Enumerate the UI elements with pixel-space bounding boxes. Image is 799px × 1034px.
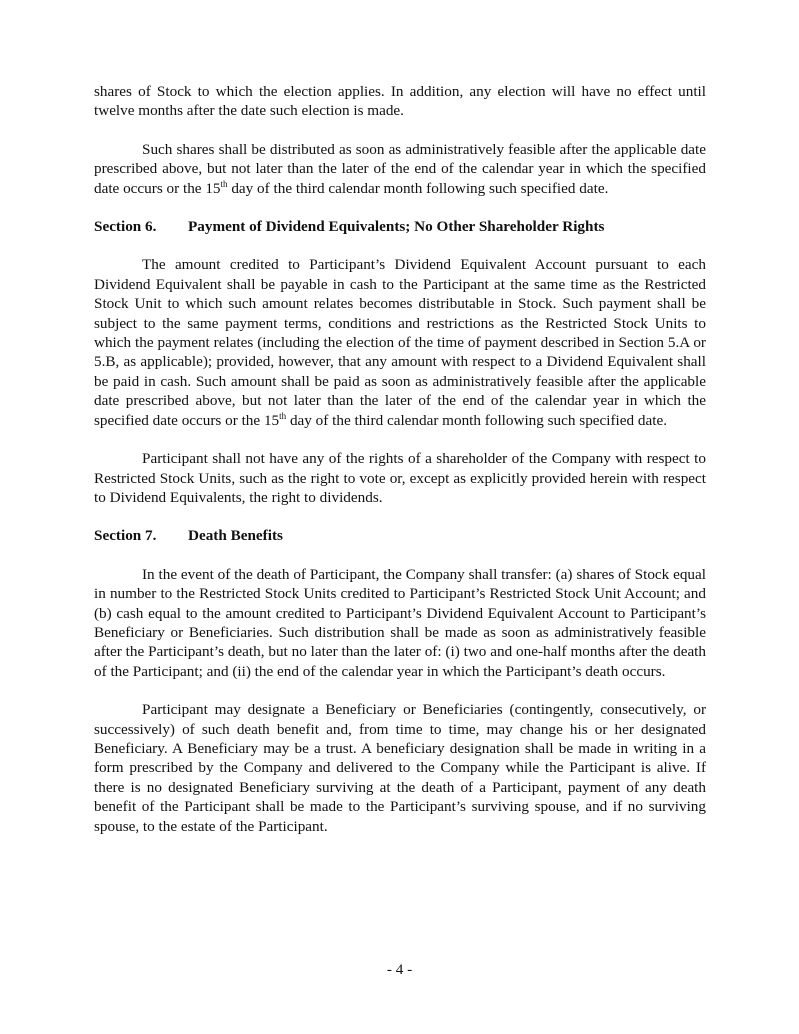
section-title: Death Benefits: [188, 527, 283, 545]
ordinal-suffix: th: [279, 410, 287, 421]
paragraph-shareholder-rights: Participant shall not have any of the rights of a shareholder of the Company with respect to Restricted Stock Units, such as the right to vote or, except as explicitly provided herein with respect to Dividend Equivalents, the right to dividends.: [94, 450, 706, 506]
paragraph-text: day of the third calendar month following such specified date.: [227, 179, 609, 197]
section-6-heading: [94, 217, 706, 236]
paragraph-dividend-equivalent-payment: [94, 255, 706, 430]
paragraph-text: day of the third calendar month following such specified date.: [286, 411, 667, 429]
section-number: Section 7.: [94, 527, 157, 545]
section-title: Payment of Dividend Equivalents; No Other Shareholder Rights: [188, 218, 605, 236]
paragraph-beneficiary-designation: Participant may designate a Beneficiary or Beneficiaries (contingently, consecutively, or successively) of such death benefit and, from time to time, may change his or her designated Beneficiary. A Beneficiary may be a trust. A beneficiary designation shall be made in writing in a form prescribed by the Company and delivered to the Company while the Participant is alive. If there is no designated Beneficiary surviving at the death of a Participant, payment of any death benefit of the Participant shall be made to the Participant’s surviving spouse, and if no surviving spouse, to the estate of the Participant.: [94, 701, 706, 835]
paragraph-election-continued: shares of Stock to which the election applies. In addition, any election will have no effect until twelve months after the date such election is made.: [94, 83, 706, 120]
paragraph-death-transfer: In the event of the death of Participant, the Company shall transfer: (a) shares of Stock equal in number to the Restricted Stock Units credited to Participant’s Restricted Stock Unit Account; and (b) cash equal to the amount credited to Participant’s Dividend Equivalent Account to Participant’s Beneficiary or Beneficiaries. Such distribution shall be made as soon as administratively feasible after the Participant’s death, but no later than the later of: (i) two and one-half months after the death of the Participant; and (ii) the end of the calendar year in which the Participant’s death occurs.: [94, 565, 706, 680]
paragraph-distribution: [94, 140, 706, 198]
document-page: [94, 82, 706, 836]
page-number: - 4 -: [386, 961, 413, 978]
ordinal-suffix: th: [220, 178, 228, 189]
section-7-heading: [94, 526, 706, 545]
section-number: Section 6.: [94, 218, 157, 236]
paragraph-text: Such shares shall be distributed as soon as administratively feasible after the applicable date prescribed above, but not later than the later of the end of the calendar year in which the specified date occurs or the 15: [94, 140, 706, 197]
paragraph-text: The amount credited to Participant’s Dividend Equivalent Account pursuant to each Dividend Equivalent shall be payable in cash to the Participant at the same time as the Restricted Stock Unit to which such amount relates becomes distributable in Stock. Such payment shall be subject to the same payment terms, conditions and restrictions as the Restricted Stock Units to which the payment relates (including the election of the time of payment described in Section 5.A or 5.B, as applicable); provided, however, that any amount with respect to a Dividend Equivalent shall be paid in cash. Such amount shall be paid as soon as administratively feasible after the applicable date prescribed above, but not later than the later of the end of the calendar year in which the specified date occurs or the 15: [94, 256, 706, 429]
